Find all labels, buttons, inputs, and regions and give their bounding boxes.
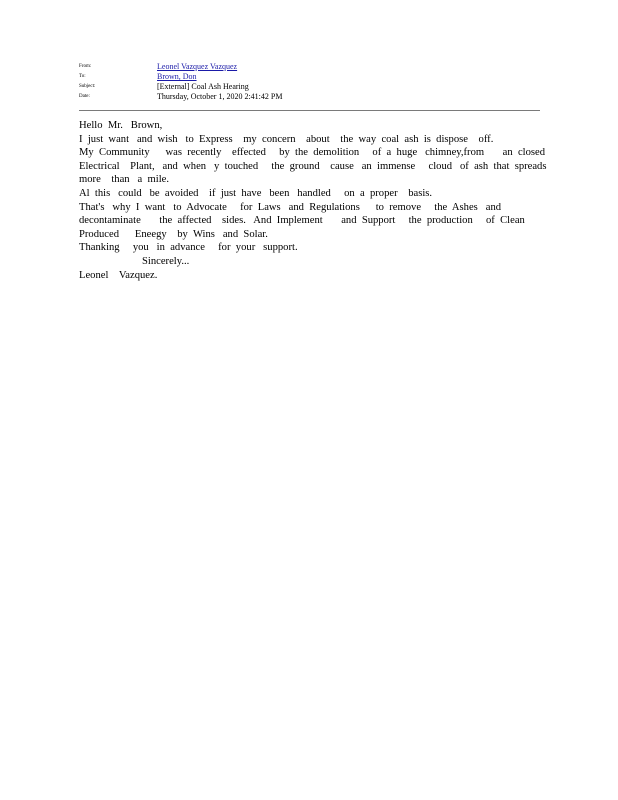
body-line: Electrical Plant, and when y touched the ground cause an immense cloud of ash that spreads	[79, 160, 547, 172]
signature-line: Leonel Vazquez.	[79, 269, 158, 281]
signoff-line: Sincerely...	[142, 255, 190, 267]
header-divider	[79, 110, 540, 111]
body-line: That's why I want to Advocate for Laws and Regulations to remove the Ashes and	[79, 201, 502, 213]
body-line: Thanking you in advance for your support.	[79, 242, 298, 254]
date-row	[79, 92, 541, 102]
from-label: From:	[79, 64, 92, 69]
subject-value: [External] Coal Ash Hearing	[157, 82, 249, 91]
body-line: decontaminate the affected sides. And Implement and Support the production of Clean	[79, 215, 525, 227]
date-label: Date:	[79, 94, 90, 99]
body-line: My Community was recently effected by the demolition of a huge chimney,from an closed	[79, 147, 546, 159]
greeting-line: Hello Mr. Brown,	[79, 120, 163, 131]
subject-row	[79, 82, 541, 92]
subject-label: Subject:	[79, 84, 96, 89]
to-row	[79, 72, 541, 82]
email-header	[79, 62, 541, 102]
body-line: Al this could be avoided if just have been handled on a proper basis.	[79, 187, 433, 199]
to-label: To:	[79, 74, 86, 79]
to-link[interactable]: Brown, Don	[157, 72, 197, 81]
body-line: Produced Eneegy by Wins and Solar.	[79, 228, 268, 240]
date-value: Thursday, October 1, 2020 2:41:42 PM	[157, 92, 283, 101]
body-line: more than a mile.	[79, 174, 170, 186]
body-line: I just want and wish to Express my concern about the way coal ash is dispose off.	[79, 133, 494, 145]
from-link[interactable]: Leonel Vazquez Vazquez	[157, 62, 238, 71]
from-row	[79, 62, 541, 72]
email-body	[79, 119, 547, 282]
